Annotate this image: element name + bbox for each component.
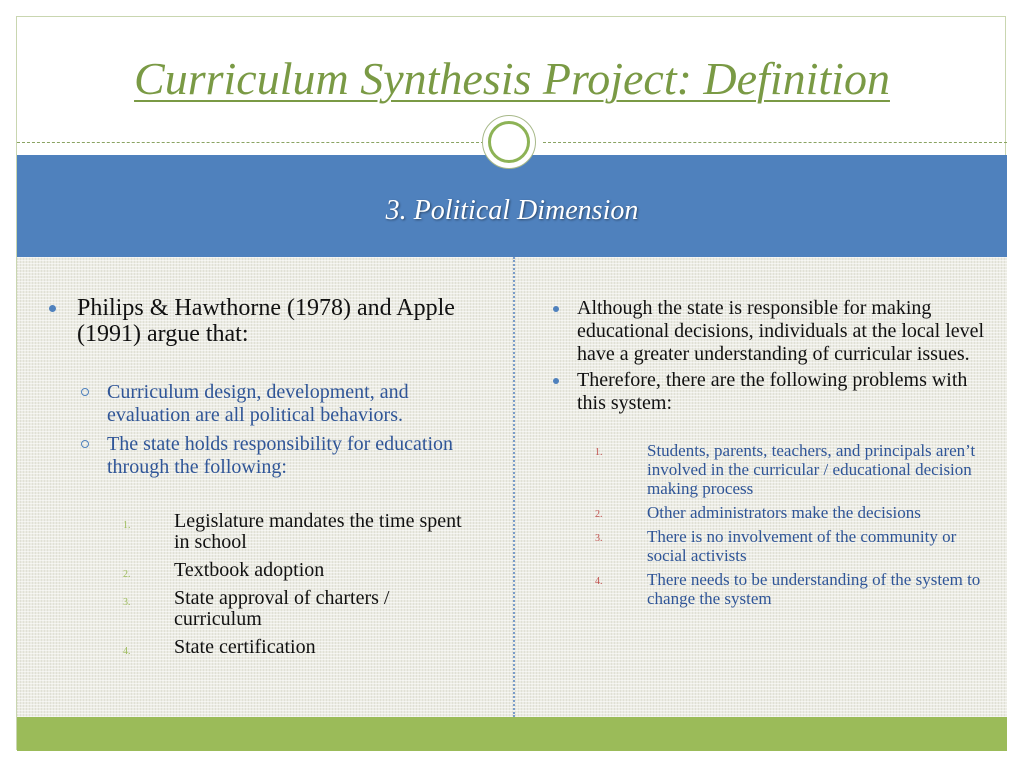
list-number: 1. — [595, 447, 603, 458]
list-number: 2. — [123, 569, 131, 580]
left-sub-bullet — [47, 433, 477, 479]
right-numbered-item — [547, 441, 987, 498]
left-numbered-item — [47, 511, 477, 553]
left-numbered-text: Textbook adoption — [174, 559, 325, 581]
left-numbered-item — [47, 588, 477, 630]
bullet-dot-icon — [553, 378, 559, 384]
list-number: 3. — [595, 533, 603, 544]
right-bullet — [547, 369, 987, 415]
left-bullet-text: Philips & Hawthorne (1978) and Apple (1991) argue that: — [77, 295, 455, 347]
list-number: 4. — [595, 576, 603, 587]
title-divider-left — [17, 142, 489, 143]
left-sub-bullet-text: Curriculum design, development, and evaluation are all political behaviors. — [107, 381, 409, 426]
footer-band — [17, 717, 1007, 751]
slide-title: Curriculum Synthesis Project: Definition — [134, 53, 890, 104]
left-sub-bullet — [47, 381, 477, 427]
right-numbered-text: There needs to be understanding of the system to change the system — [647, 570, 981, 608]
ring-ornament-icon — [482, 115, 536, 169]
slide-subtitle: 3. Political Dimension — [385, 195, 639, 226]
left-sub-bullet-text: The state holds responsibility for education through the following: — [107, 433, 454, 478]
title-divider-right — [543, 142, 1007, 143]
list-number: 1. — [123, 520, 131, 531]
content-area — [17, 257, 1007, 717]
bullet-dot-icon — [49, 305, 56, 312]
column-divider — [513, 257, 515, 717]
list-number: 3. — [123, 597, 131, 608]
right-bullet — [547, 297, 987, 366]
right-numbered-text: There is no involvement of the community or social activists — [647, 527, 957, 565]
slide — [16, 16, 1006, 750]
right-numbered-item — [547, 527, 987, 565]
left-bullet — [47, 295, 477, 347]
hollow-circle-bullet-icon — [81, 440, 89, 448]
bullet-dot-icon — [553, 306, 559, 312]
left-numbered-text: State certification — [174, 636, 316, 658]
subtitle-band — [17, 155, 1007, 257]
right-column — [547, 257, 987, 608]
list-number: 2. — [595, 509, 603, 520]
right-numbered-text: Students, parents, teachers, and principals aren’t involved in the curricular / educational decision making process — [647, 441, 976, 498]
hollow-circle-bullet-icon — [81, 388, 89, 396]
left-numbered-item — [47, 560, 477, 581]
right-bullet-text: Although the state is responsible for making educational decisions, individuals at the local level have a greater understanding of curricular issues. — [577, 297, 985, 365]
left-column — [47, 257, 477, 658]
left-numbered-text: Legislature mandates the time spent in school — [174, 510, 462, 553]
right-numbered-text: Other administrators make the decisions — [647, 503, 921, 522]
right-numbered-item — [547, 503, 987, 522]
right-bullet-text: Therefore, there are the following problems with this system: — [577, 369, 968, 414]
list-number: 4. — [123, 646, 131, 657]
left-numbered-text: State approval of charters / curriculum — [174, 587, 390, 630]
left-numbered-item — [47, 637, 477, 658]
right-numbered-item — [547, 570, 987, 608]
